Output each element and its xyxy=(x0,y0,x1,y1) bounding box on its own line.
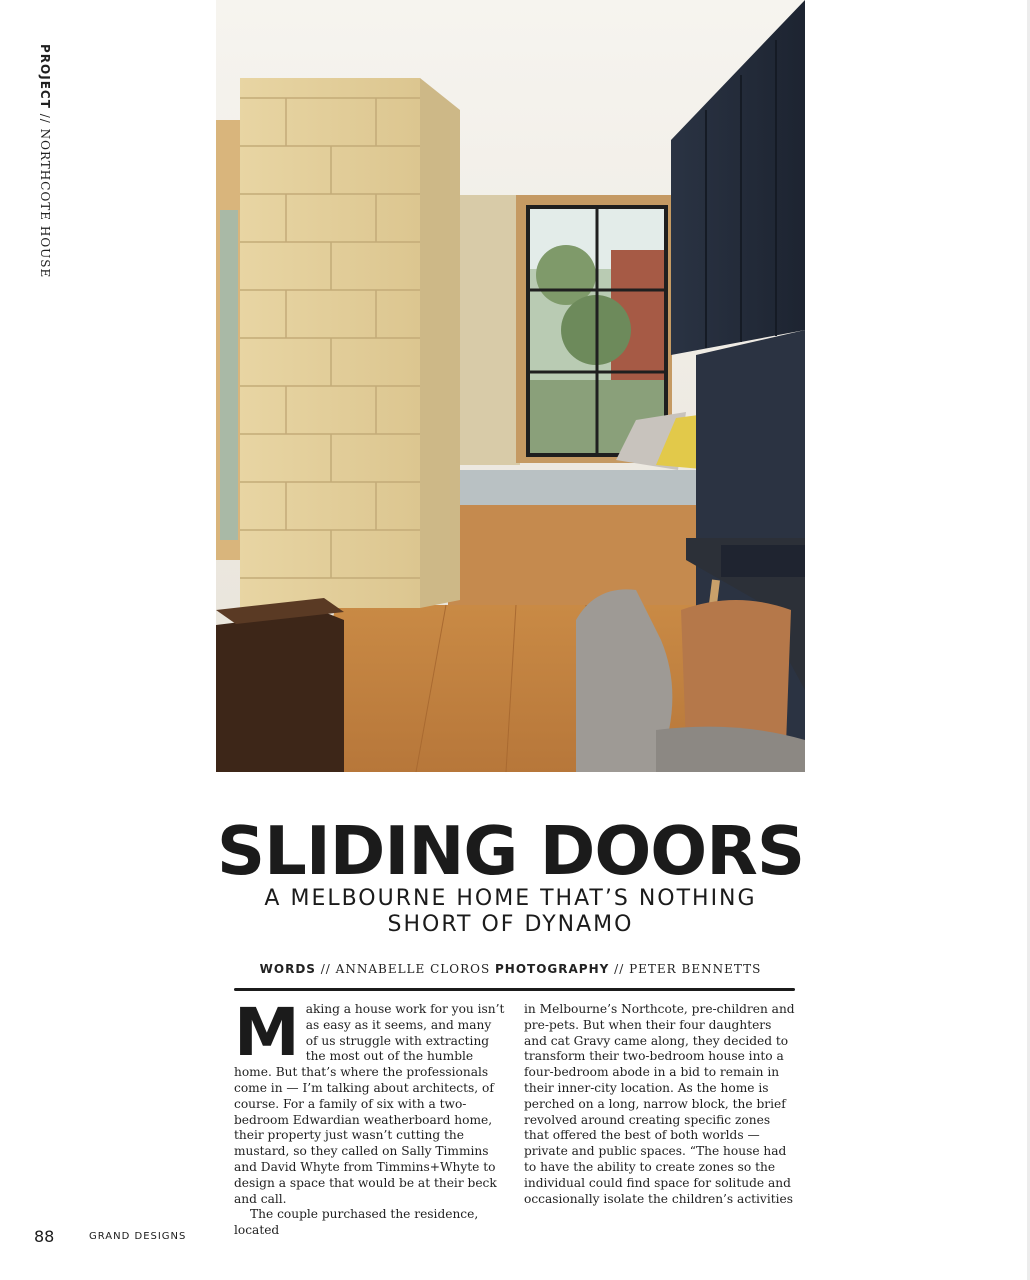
article-subtitle xyxy=(216,886,805,938)
subtitle-line-1: A MELBOURNE HOME THAT’S NOTHING xyxy=(264,886,757,911)
body-column-2 xyxy=(524,1002,796,1207)
credit-separator: // xyxy=(315,962,336,976)
section-name: PROJECT xyxy=(38,44,52,109)
page-number: 88 xyxy=(34,1227,55,1246)
magazine-name: GRAND DESIGNS xyxy=(89,1231,187,1242)
section-separator: // xyxy=(38,113,52,124)
body-paragraph xyxy=(234,994,506,1207)
writer-name: ANNABELLE CLOROS xyxy=(335,962,495,976)
body-column-1 xyxy=(234,994,506,1239)
interior-photo-illustration xyxy=(216,0,805,772)
photography-label: PHOTOGRAPHY xyxy=(495,962,610,976)
divider-rule xyxy=(234,988,795,991)
drop-cap: M xyxy=(234,994,300,1071)
subtitle-line-2: SHORT OF DYNAMO xyxy=(387,912,634,937)
paragraph-text: aking a house work for you isn’t as easy as it seems, and many of us struggle with extracting the most out of the humble home. But that’s where the professionals come in — I’m talking about architects, of course. For a family of six with a two-bedroom Edwardian weatherboard home, their property just wasn’t cutting the mustard, so they called on Sally Timmins and David Whyte from Timmins+Whyte to design a space that would be at their beck and call. xyxy=(234,1002,505,1206)
body-paragraph: in Melbourne’s Northcote, pre-children and pre-pets. But when their four daughters and cat Gravy came along, they decided to transform their two-bedroom house into a four-bedroom abode in a bid to remain in their inner-city location. As the home is perched on a long, narrow block, the brief revolved around creating specific zones that offered the best of both worlds — private and public spaces. “The house had to have the ability to create zones so the individual could find space for solitude and occasionally isolate the children’s activities xyxy=(524,1002,795,1206)
article-title: SLIDING DOORS xyxy=(216,812,805,890)
section-label xyxy=(22,44,62,284)
photographer-name: PETER BENNETTS xyxy=(629,962,762,976)
body-paragraph: The couple purchased the residence, located xyxy=(234,1207,479,1238)
words-label: WORDS xyxy=(259,962,316,976)
hero-photo xyxy=(216,0,805,772)
article-credits xyxy=(216,962,805,976)
credit-separator: // xyxy=(609,962,630,976)
project-name: NORTHCOTE HOUSE xyxy=(38,128,52,279)
